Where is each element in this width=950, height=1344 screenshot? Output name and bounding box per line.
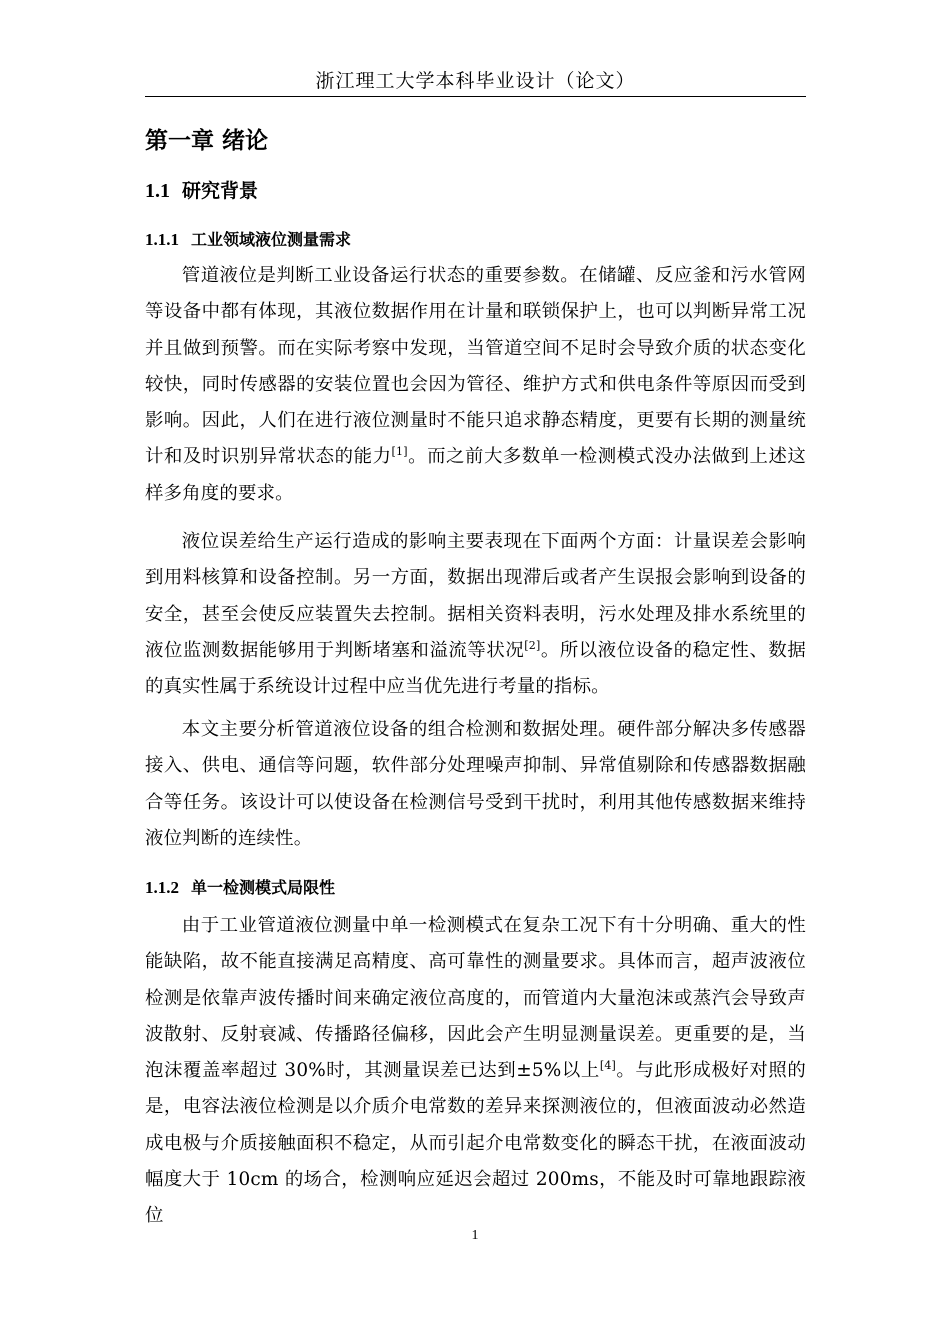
body-paragraph	[145, 258, 806, 512]
body-paragraph	[145, 908, 806, 1235]
paragraph-text: 本文主要分析管道液位设备的组合检测和数据处理。硬件部分解决多传感器接入、供电、通信等问题，软件部分处理噪声抑制、异常值剔除和传感器数据融合等任务。该设计可以使设备在检测信号受到干扰时，利用其他传感数据来维持液位判断的连续性。	[145, 719, 806, 849]
subsection-title: 工业领域液位测量需求	[191, 230, 352, 249]
body-paragraph	[145, 524, 806, 705]
section-title: 研究背景	[182, 180, 259, 202]
subsection-heading	[145, 224, 351, 256]
paragraph-text: 管道液位是判断工业设备运行状态的重要参数。在储罐、反应釜和污水管网等设备中都有体现，其液位数据作用在计量和联锁保护上，也可以判断异常工况并且做到预警。而在实际考察中发现，当管道空间不足时会导致介质的状态变化较快，同时传感器的安装位置也会因为管径、维护方式和供电条件等原因而受到影响。因此，人们在进行液位测量时不能只追求静态精度，更要有长期的测量统计和及时识别异常状态的能力	[145, 265, 806, 468]
running-header: 浙江理工大学本科毕业设计（论文）	[315, 70, 636, 92]
body-paragraph	[145, 712, 806, 857]
header-rule	[145, 96, 806, 97]
section-heading	[145, 173, 258, 209]
citation: [2]	[524, 638, 541, 652]
chapter-title: 第一章 绪论	[145, 128, 269, 154]
paragraph-text: 由于工业管道液位测量中单一检测模式在复杂工况下有十分明确、重大的性能缺陷，故不能直接满足高精度、高可靠性的测量要求。具体而言，超声波液位检测是依靠声波传播时间来确定液位高度的，而管道内大量泡沫或蒸汽会导致声波散射、反射衰减、传播路径偏移，因此会产生明显测量误差。更重要的是，当泡沫覆盖率超过 30%时，其测量误差已达到±5%以上	[145, 915, 806, 1082]
subsection-number: 1.1.2	[145, 878, 179, 897]
citation: [1]	[391, 445, 408, 459]
subsection-heading	[145, 872, 335, 904]
subsection-number: 1.1.1	[145, 230, 179, 249]
paragraph-text: 液位误差给生产运行造成的影响主要表现在下面两个方面：计量误差会影响到用料核算和设备控制。另一方面，数据出现滞后或者产生误报会影响到设备的安全，甚至会使反应装置失去控制。据相关资料表明，污水处理及排水系统里的液位监测数据能够用于判断堵塞和溢流等状况	[145, 531, 806, 661]
citation: [4]	[599, 1059, 617, 1073]
section-number: 1.1	[145, 180, 170, 202]
paragraph-text: 。而之前大多数单一检测模式没办法做到上述这样多角度的要求。	[145, 446, 806, 504]
subsection-title: 单一检测模式局限性	[191, 878, 336, 897]
paragraph-text: 。所以液位设备的稳定性、数据的真实性属于系统设计过程中应当优先进行考量的指标。	[145, 639, 806, 698]
page-number: 1	[471, 1228, 479, 1243]
paragraph-text: 。与此形成极好对照的是，电容法液位检测是以介质介电常数的差异来探测液位的，但液面波动必然造成电极与介质接触面积不稳定，从而引起介电常数变化的瞬态干扰，在液面波动幅度大于 10cm 的场合，检测响应延迟会超过 200ms，不能及时可靠地跟踪液位	[145, 1060, 806, 1227]
